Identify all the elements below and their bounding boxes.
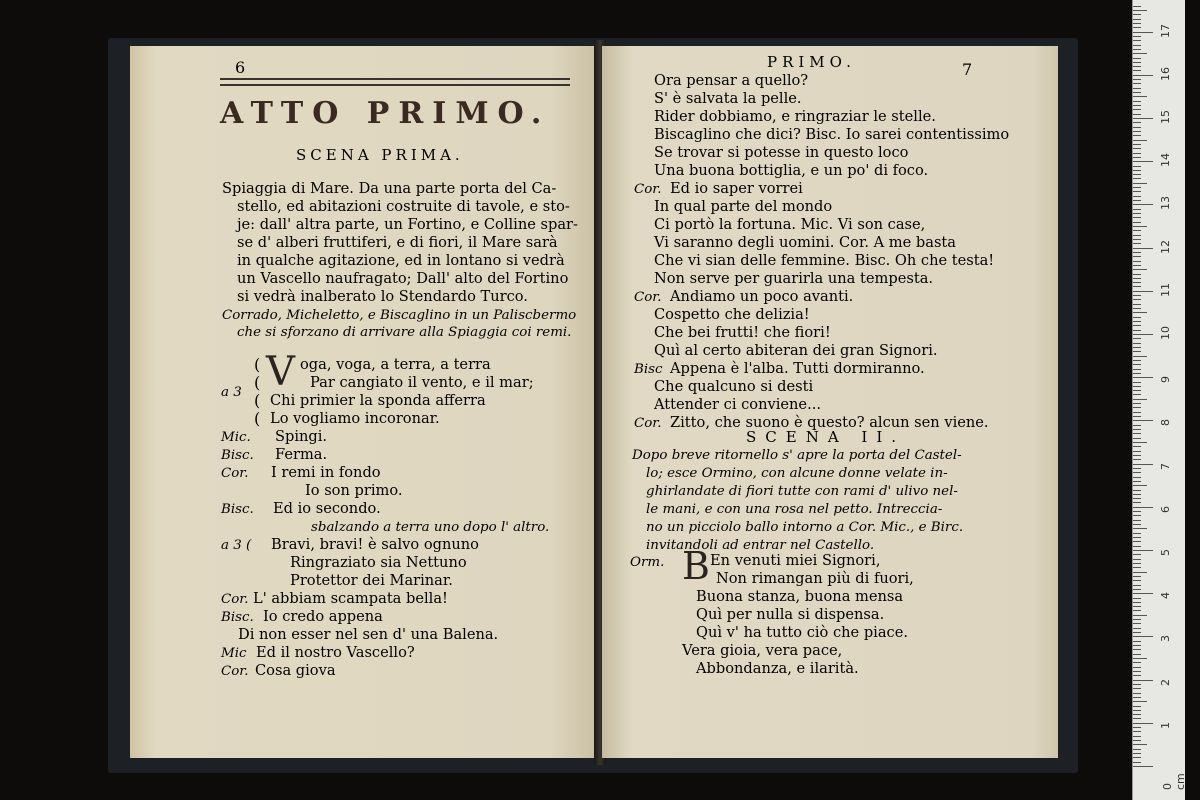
speaker: Bisc — [634, 362, 663, 377]
ruler-tick — [1133, 386, 1141, 387]
ruler-tick — [1133, 636, 1153, 637]
ruler-tick — [1133, 459, 1141, 460]
text-line: Appena è l'alba. Tutti dormiranno. — [670, 360, 925, 377]
characters-line: che si sforzano di arrivare alla Spiaggia coi remi. — [237, 325, 572, 340]
ruler-tick — [1133, 334, 1153, 335]
ruler-tick — [1133, 455, 1141, 456]
ruler-tick — [1133, 481, 1141, 482]
text-line: Cospetto che delizia! — [654, 306, 810, 323]
ruler-tick — [1133, 248, 1153, 249]
ruler-tick — [1133, 114, 1141, 115]
ruler-number: 12 — [1159, 239, 1172, 254]
stage-direction-line: lo; esce Ormino, con alcune donne velate in- — [646, 466, 948, 481]
ruler-tick — [1133, 490, 1141, 491]
ruler-tick — [1133, 429, 1141, 430]
ruler-tick — [1133, 53, 1147, 54]
ruler-tick — [1133, 23, 1141, 24]
ruler-tick — [1133, 766, 1153, 767]
ruler-tick — [1133, 662, 1141, 663]
ruler-tick — [1133, 585, 1141, 586]
ruler-tick — [1133, 373, 1141, 374]
ruler-tick — [1133, 420, 1153, 421]
ruler-tick — [1133, 347, 1141, 348]
ruler-tick — [1133, 554, 1141, 555]
speaker: Bisc. — [221, 610, 254, 625]
ruler-tick — [1133, 680, 1153, 681]
brace: ( — [254, 355, 261, 374]
ruler-tick — [1133, 32, 1153, 33]
ruler-tick — [1133, 658, 1147, 659]
ruler-tick — [1133, 377, 1153, 378]
ruler-tick — [1133, 403, 1141, 404]
stage-direction: sbalzando a terra uno dopo l' altro. — [311, 520, 550, 535]
text-line: S' è salvata la pelle. — [654, 90, 802, 107]
ruler-tick — [1133, 407, 1141, 408]
ruler-tick — [1133, 485, 1147, 486]
ruler-tick — [1133, 749, 1141, 750]
ruler-tick — [1133, 446, 1141, 447]
text-line: Non serve per guarirla una tempesta. — [654, 270, 934, 287]
ruler-tick — [1133, 675, 1141, 676]
ruler-tick — [1133, 541, 1141, 542]
chorus-marker: a 3 — [221, 385, 242, 400]
drop-cap: V — [266, 349, 295, 395]
ruler-tick — [1133, 425, 1141, 426]
ruler-tick — [1133, 101, 1141, 102]
ruler-tick — [1133, 170, 1141, 171]
ruler-tick — [1133, 118, 1153, 119]
ruler-tick — [1133, 757, 1141, 758]
ruler-tick — [1133, 109, 1141, 110]
ruler-tick — [1133, 472, 1141, 473]
chorus-marker: a 3 ( — [221, 538, 252, 553]
speaker: Bisc. — [221, 502, 254, 517]
ruler-tick — [1133, 623, 1141, 624]
brace: ( — [254, 373, 261, 392]
dialogue-line: L' abbiam scampata bella! — [253, 590, 448, 607]
ruler-tick — [1133, 606, 1141, 607]
ruler-number: 14 — [1159, 153, 1172, 168]
drop-cap: B — [682, 544, 710, 588]
speaker: Orm. — [630, 555, 665, 570]
stage-direction-line: Dopo breve ritornello s' apre la porta del Castel- — [632, 448, 962, 463]
ruler-tick — [1133, 343, 1141, 344]
ruler-tick — [1133, 654, 1141, 655]
ruler-tick — [1133, 230, 1141, 231]
ruler-tick — [1133, 563, 1141, 564]
ruler-tick — [1133, 753, 1141, 754]
ruler-tick — [1133, 196, 1141, 197]
ruler-tick — [1133, 58, 1141, 59]
ruler-number: 13 — [1159, 196, 1172, 211]
ruler-tick — [1133, 88, 1141, 89]
ruler-tick — [1133, 27, 1141, 28]
dialogue-line: Di non esser nel sen d' una Balena. — [238, 626, 499, 643]
scene-heading: SCENA II. — [746, 428, 906, 446]
left-page-number: 6 — [235, 58, 246, 77]
verse-line: Non rimangan più di fuori, — [716, 570, 914, 587]
ruler-number: 2 — [1159, 678, 1172, 686]
ruler-number: 1 — [1159, 721, 1172, 729]
running-head: PRIMO. — [767, 53, 856, 71]
ruler-tick — [1133, 6, 1141, 7]
ruler-tick — [1133, 710, 1141, 711]
ruler-tick — [1133, 79, 1141, 80]
dialogue-line: Ed io secondo. — [273, 500, 381, 517]
verse-line: Buona stanza, buona mensa — [696, 588, 904, 605]
verse-line: Quì v' ha tutto ciò che piace. — [696, 624, 908, 641]
ruler-tick — [1133, 157, 1141, 158]
ruler-tick — [1133, 762, 1141, 763]
ruler-tick — [1133, 286, 1141, 287]
ruler-tick — [1133, 382, 1141, 383]
ruler-tick — [1133, 338, 1141, 339]
ruler-tick — [1133, 278, 1141, 279]
ruler-tick — [1133, 688, 1141, 689]
ruler-tick — [1133, 641, 1141, 642]
ruler-tick — [1133, 325, 1141, 326]
ruler-tick — [1133, 66, 1141, 67]
stage-direction-line: no un picciolo ballo intorno a Cor. Mic., e Birc. — [646, 520, 964, 535]
chorus-line: oga, voga, a terra, a terra — [300, 356, 491, 373]
ruler-tick — [1133, 593, 1153, 594]
ruler-tick — [1133, 40, 1141, 41]
ruler-tick — [1133, 122, 1141, 123]
ruler-tick — [1133, 321, 1141, 322]
ruler-tick — [1133, 572, 1147, 573]
ruler-tick — [1133, 49, 1141, 50]
dialogue-line: Io son primo. — [305, 482, 403, 499]
dialogue-line: Cosa giova — [255, 662, 336, 679]
ruler-number: 16 — [1159, 66, 1172, 81]
ruler-tick — [1133, 317, 1141, 318]
ruler-tick — [1133, 105, 1141, 106]
ruler-tick — [1133, 153, 1141, 154]
speaker: Cor. — [221, 592, 249, 607]
text-line: Ed io saper vorrei — [670, 180, 803, 197]
ruler-tick — [1133, 684, 1141, 685]
ruler-tick — [1133, 580, 1141, 581]
ruler-tick — [1133, 697, 1141, 698]
setting-line: un Vascello naufragato; Dall' alto del Fortino — [237, 270, 569, 287]
ruler-tick — [1133, 502, 1141, 503]
speaker: Cor. — [634, 290, 662, 305]
ruler-number: 10 — [1159, 326, 1172, 340]
ruler-tick — [1133, 161, 1153, 162]
right-page-number: 7 — [962, 60, 973, 79]
ruler-tick — [1133, 369, 1141, 370]
ruler-tick — [1133, 360, 1141, 361]
ruler-tick — [1133, 632, 1141, 633]
ruler-tick — [1133, 723, 1153, 724]
ruler-tick — [1133, 740, 1141, 741]
speaker: Cor. — [634, 416, 662, 431]
header-rule — [220, 78, 570, 80]
ruler-tick — [1133, 731, 1141, 732]
ruler-tick — [1133, 442, 1147, 443]
ruler-tick — [1133, 736, 1141, 737]
ruler-tick — [1133, 394, 1141, 395]
text-line: Quì al certo abiteran dei gran Signori. — [654, 342, 938, 359]
setting-line: se d' alberi fruttiferi, e di fiori, il Mare sarà — [237, 234, 558, 251]
ruler-tick — [1133, 494, 1141, 495]
ruler-tick — [1133, 477, 1141, 478]
setting-line: je: dall' altra parte, un Fortino, e Colline spar- — [237, 216, 578, 233]
text-line: Andiamo un poco avanti. — [670, 288, 854, 305]
ruler-tick — [1133, 628, 1141, 629]
ruler-tick — [1133, 390, 1141, 391]
ruler-tick — [1133, 213, 1141, 214]
dialogue-line: Ed il nostro Vascello? — [256, 644, 415, 661]
header-rule — [220, 84, 570, 86]
ruler-tick — [1133, 295, 1141, 296]
speaker: Cor. — [634, 182, 662, 197]
ruler-tick — [1133, 649, 1141, 650]
ruler-tick — [1133, 498, 1141, 499]
ruler-tick — [1133, 727, 1141, 728]
ruler-tick — [1133, 507, 1153, 508]
verse-line: En venuti miei Signori, — [710, 552, 881, 569]
ruler-tick — [1133, 619, 1141, 620]
ruler-tick — [1133, 364, 1141, 365]
ruler-tick — [1133, 718, 1141, 719]
ruler-tick — [1133, 598, 1141, 599]
chorus-line: Bravi, bravi! è salvo ognuno — [271, 536, 479, 553]
brace: ( — [254, 409, 261, 428]
setting-line: si vedrà inalberato lo Stendardo Turco. — [237, 288, 528, 305]
ruler-tick — [1133, 576, 1141, 577]
ruler-tick — [1133, 127, 1141, 128]
dialogue-line: Io credo appena — [263, 608, 383, 625]
ruler-tick — [1133, 265, 1141, 266]
ruler-tick — [1133, 148, 1141, 149]
ruler-tick — [1133, 451, 1141, 452]
verse-line: Vera gioia, vera pace, — [682, 642, 843, 659]
text-line: Una buona bottiglia, e un po' di foco. — [654, 162, 929, 179]
ruler-tick — [1133, 135, 1141, 136]
text-line: Che vi sian delle femmine. Bisc. Oh che testa! — [654, 252, 995, 269]
setting-line: in qualche agitazione, ed in lontano si vedrà — [237, 252, 565, 269]
ruler-tick — [1133, 75, 1153, 76]
ruler-tick — [1133, 744, 1147, 745]
ruler-tick — [1133, 537, 1141, 538]
ruler-number: 7 — [1159, 462, 1172, 470]
ruler-tick — [1133, 96, 1147, 97]
text-line: Ci portò la fortuna. Mic. Vi son case, — [654, 216, 926, 233]
ruler-tick — [1133, 546, 1141, 547]
ruler-tick — [1133, 701, 1147, 702]
text-line: Se trovar si potesse in questo loco — [654, 144, 909, 161]
ruler-tick — [1133, 304, 1141, 305]
ruler-tick — [1133, 399, 1147, 400]
ruler-tick — [1133, 140, 1147, 141]
ruler-tick — [1133, 520, 1141, 521]
ruler-tick — [1133, 274, 1141, 275]
text-line: Che qualcuno si desti — [654, 378, 814, 395]
ruler-tick — [1133, 209, 1141, 210]
ruler-number: 11 — [1159, 282, 1172, 297]
speaker: Cor. — [221, 466, 249, 481]
dialogue-line: I remi in fondo — [271, 464, 381, 481]
ruler-tick — [1133, 261, 1141, 262]
measurement-ruler — [1132, 0, 1185, 800]
text-line: Zitto, che suono è questo? alcun sen viene. — [670, 414, 989, 431]
text-line: In qual parte del mondo — [654, 198, 833, 215]
ruler-tick — [1133, 14, 1141, 15]
ruler-tick — [1133, 166, 1141, 167]
ruler-number: 17 — [1159, 23, 1172, 38]
speaker: Bisc. — [221, 448, 254, 463]
text-line: Biscaglino che dici? Bisc. Io sarei contentissimo — [654, 126, 1010, 143]
ruler-tick — [1133, 19, 1141, 20]
text-line: Vi saranno degli uomini. Cor. A me basta — [654, 234, 957, 251]
ruler-tick — [1133, 645, 1141, 646]
ruler-tick — [1133, 70, 1141, 71]
ruler-unit-label: 0 cm — [1161, 773, 1187, 790]
ruler-tick — [1133, 178, 1141, 179]
ruler-tick — [1133, 351, 1141, 352]
ruler-tick — [1133, 222, 1141, 223]
ruler-tick — [1133, 239, 1141, 240]
characters-line: Corrado, Micheletto, e Biscaglino in un Paliscbermo — [222, 308, 577, 323]
chorus-line: Chi primier la sponda afferra — [270, 392, 486, 409]
ruler-tick — [1133, 515, 1141, 516]
ruler-tick — [1133, 235, 1141, 236]
act-title: ATTO PRIMO. — [220, 96, 551, 131]
dialogue-line: Spingi. — [275, 428, 328, 445]
stage-direction-line: ghirlandate di fiori tutte con rami d' ulivo nel- — [646, 484, 958, 499]
ruler-tick — [1133, 550, 1153, 551]
ruler-number: 6 — [1159, 505, 1172, 513]
verse-line: Abbondanza, e ilarità. — [696, 660, 859, 677]
ruler-tick — [1133, 191, 1141, 192]
ruler-tick — [1133, 356, 1147, 357]
ruler-tick — [1133, 308, 1141, 309]
ruler-tick — [1133, 36, 1141, 37]
ruler-tick — [1133, 217, 1141, 218]
setting-line: stello, ed abitazioni costruite di tavole, e sto- — [237, 198, 570, 215]
ruler-tick — [1133, 187, 1141, 188]
dialogue-line: Ferma. — [275, 446, 328, 463]
speaker: Mic — [221, 646, 247, 661]
ruler-tick — [1133, 567, 1141, 568]
ruler-tick — [1133, 610, 1141, 611]
ruler-tick — [1133, 174, 1141, 175]
ruler-tick — [1133, 714, 1141, 715]
ruler-number: 15 — [1159, 110, 1172, 124]
ruler-tick — [1133, 528, 1147, 529]
ruler-tick — [1133, 291, 1153, 292]
ruler-tick — [1133, 464, 1153, 465]
ruler-tick — [1133, 269, 1147, 270]
ruler-tick — [1133, 559, 1141, 560]
ruler-number: 8 — [1159, 419, 1172, 427]
speaker: Mic. — [221, 430, 251, 445]
ruler-tick — [1133, 589, 1141, 590]
verse-line: Quì per nulla si dispensa. — [696, 606, 885, 623]
ruler-tick — [1133, 524, 1141, 525]
ruler-tick — [1133, 693, 1141, 694]
ruler-tick — [1133, 602, 1141, 603]
ruler-tick — [1133, 243, 1141, 244]
ruler-number: 9 — [1159, 376, 1172, 384]
text-line: Attender ci conviene... — [654, 396, 821, 413]
ruler-tick — [1133, 144, 1141, 145]
ruler-tick — [1133, 200, 1141, 201]
speaker: Cor. — [221, 664, 249, 679]
ruler-number: 4 — [1159, 592, 1172, 600]
ruler-tick — [1133, 226, 1147, 227]
ruler-tick — [1133, 10, 1147, 11]
ruler-tick — [1133, 183, 1147, 184]
ruler-number: 5 — [1159, 549, 1172, 556]
ruler-tick — [1133, 83, 1141, 84]
text-line: Che bei frutti! che fiori! — [654, 324, 831, 341]
ruler-tick — [1133, 92, 1141, 93]
ruler-tick — [1133, 468, 1141, 469]
ruler-tick — [1133, 204, 1153, 205]
setting-line: Spiaggia di Mare. Da una parte porta del Ca- — [222, 180, 557, 197]
ruler-tick — [1133, 433, 1141, 434]
ruler-tick — [1133, 256, 1141, 257]
ruler-tick — [1133, 131, 1141, 132]
ruler-tick — [1133, 706, 1141, 707]
ruler-tick — [1133, 252, 1141, 253]
chorus-line: Lo vogliamo incoronar. — [270, 410, 440, 427]
ruler-tick — [1133, 412, 1141, 413]
ruler-tick — [1133, 533, 1141, 534]
chorus-line: Ringraziato sia Nettuno — [290, 554, 467, 571]
chorus-line: Protettor dei Marinar. — [290, 572, 453, 589]
stage-direction-line: le mani, e con una rosa nel petto. Intreccia- — [646, 502, 943, 517]
chorus-line: Par cangiato il vento, e il mar; — [310, 374, 534, 391]
ruler-tick — [1133, 299, 1141, 300]
ruler-tick — [1133, 62, 1141, 63]
brace: ( — [254, 391, 261, 410]
ruler-tick — [1133, 438, 1141, 439]
ruler-tick — [1133, 615, 1147, 616]
ruler-tick — [1133, 282, 1141, 283]
text-line: Ora pensar a quello? — [654, 72, 809, 89]
ruler-tick — [1133, 671, 1141, 672]
scene-heading: SCENA PRIMA. — [296, 146, 464, 164]
text-line: Rider dobbiamo, e ringraziar le stelle. — [654, 108, 936, 125]
stage-direction-line: invitandoli ad entrar nel Castello. — [646, 538, 875, 553]
ruler-tick — [1133, 416, 1141, 417]
ruler-number: 3 — [1159, 635, 1172, 643]
ruler-tick — [1133, 511, 1141, 512]
ruler-tick — [1133, 45, 1141, 46]
ruler-tick — [1133, 312, 1147, 313]
ruler-tick — [1133, 667, 1141, 668]
ruler-tick — [1133, 330, 1141, 331]
